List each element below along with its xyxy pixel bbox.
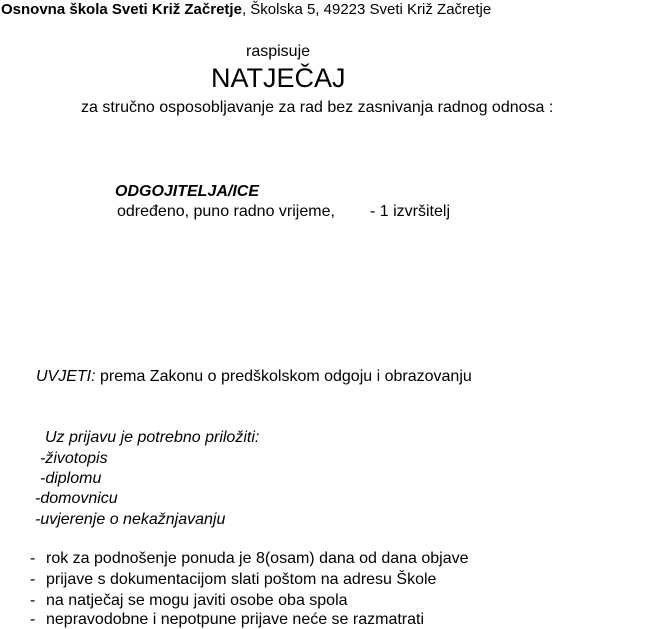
school-header xyxy=(1,1,491,19)
note-bullet: - xyxy=(30,571,36,588)
attachments-heading: Uz prijavu je potrebno priložiti: xyxy=(45,429,260,446)
conditions-text: prema Zakonu o predškolskom odgoju i obrazovanju xyxy=(95,368,472,385)
note-bullet: - xyxy=(30,592,36,609)
raspisuje-text: raspisuje xyxy=(246,43,311,60)
attachment-item: -uvjerenje o nekažnjavanju xyxy=(35,511,226,528)
note-bullet: - xyxy=(30,550,36,567)
note-item: rok za podnošenje ponuda je 8(osam) dana od dana objave xyxy=(46,550,469,567)
conditions-label: UVJETI: xyxy=(36,368,96,385)
school-address: , Školska 5, 49223 Sveti Križ Začretje xyxy=(241,1,492,18)
school-name: Osnovna škola Sveti Križ Začretje xyxy=(1,1,242,18)
attachment-item: -životopis xyxy=(40,450,108,467)
position-count: - 1 izvršitelj xyxy=(370,203,451,220)
attachment-item: -diplomu xyxy=(40,470,102,487)
position-name: ODGOJITELJA/ICE xyxy=(115,183,260,200)
announcement-title: NATJEČAJ xyxy=(211,63,346,93)
note-item: na natječaj se mogu javiti osobe oba spola xyxy=(46,592,348,609)
conditions xyxy=(36,368,472,386)
note-item: nepravodobne i nepotpune prijave neće se razmatrati xyxy=(46,611,425,628)
attachment-item: -domovnicu xyxy=(35,490,118,507)
announcement-subtitle: za stručno osposobljavanje za rad bez zasnivanja radnog odnosa : xyxy=(81,99,554,116)
note-item: prijave s dokumentacijom slati poštom na adresu Škole xyxy=(46,571,437,588)
position-details: određeno, puno radno vrijeme, xyxy=(117,203,335,220)
note-bullet: - xyxy=(30,611,36,628)
